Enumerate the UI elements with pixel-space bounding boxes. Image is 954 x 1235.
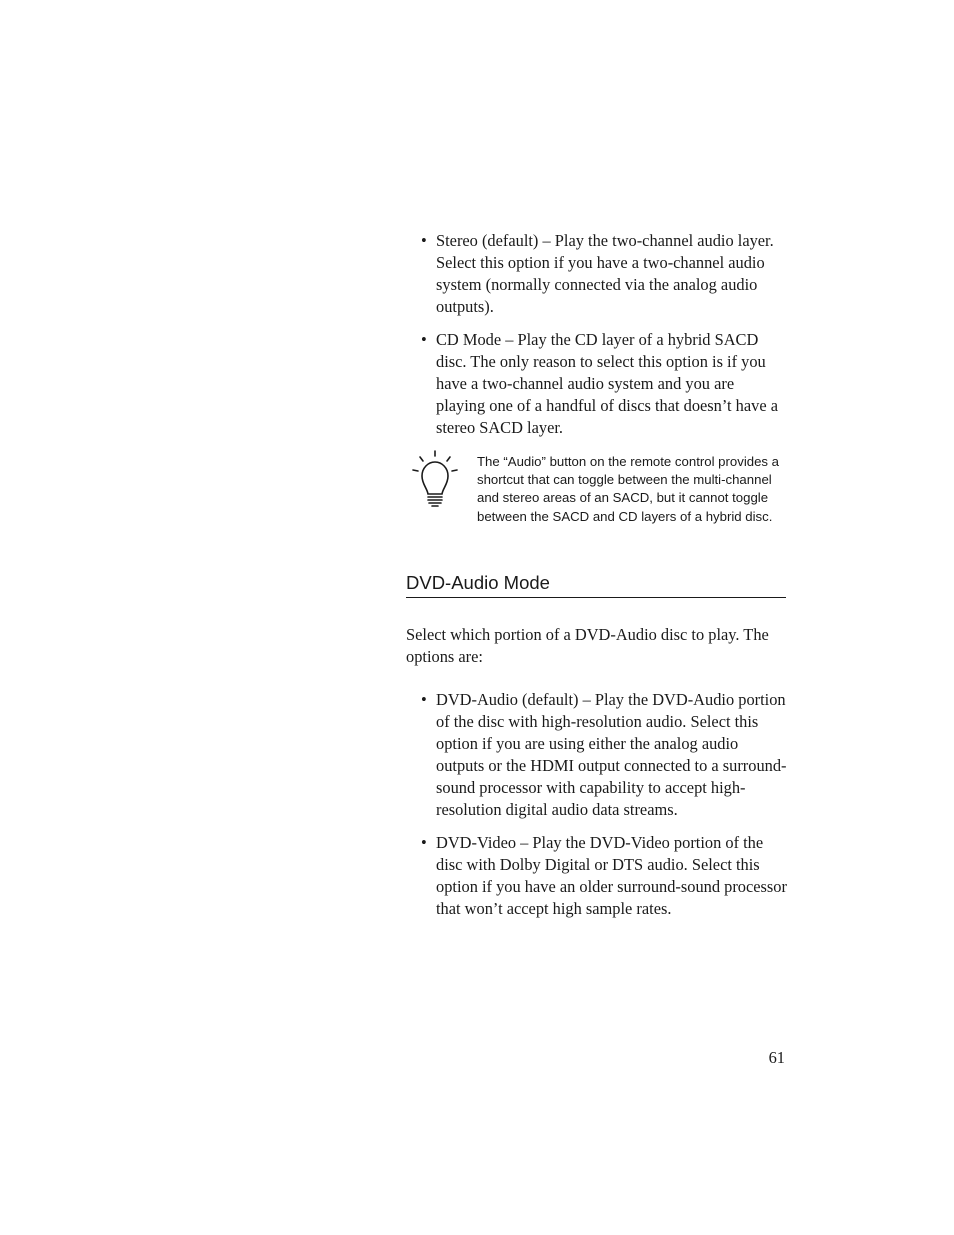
list-item [407,689,787,821]
lightbulb-icon [410,450,460,510]
bullet-marker: • [421,231,427,250]
page-number: 61 [768,1048,785,1067]
tip-text: The “Audio” button on the remote control provides a shortcut that can toggle between the multi-channel and stereo areas of an SACD, but it cannot toggle between the SACD and CD layers of a hybrid disc. [477,454,780,524]
list-item-text: CD Mode – Play the CD layer of a hybrid SACD disc. The only reason to select this option is if you have a two-channel audio system and you are playing one of a handful of discs that doesn’t have a stereo SACD layer. [436,330,778,437]
list-item [407,832,787,920]
bullet-marker: • [421,833,427,852]
section-intro: Select which portion of a DVD-Audio disc to play. The options are: [406,625,769,666]
section-heading: DVD-Audio Mode [406,571,786,598]
list-item-text: Stereo (default) – Play the two-channel audio layer. Select this option if you have a two-channel audio system (normally connected via the analog audio outputs). [436,231,774,316]
list-item [407,329,787,439]
list-item-text: DVD-Audio (default) – Play the DVD-Audio portion of the disc with high-resolution audio. Select this option if you are using either the analog audio outputs or the HDMI output connected to a surround-sound processor with capability to accept high-resolution digital audio data streams. [436,690,787,819]
list-item-text: DVD-Video – Play the DVD-Video portion of the disc with Dolby Digital or DTS audio. Select this option if you have an older surround-sound processor that won’t accept high sample rates. [436,833,787,918]
list-item [407,230,787,318]
bullet-marker: • [421,690,427,709]
section-bullet-list [407,689,787,931]
bullet-marker: • [421,330,427,349]
top-bullet-list [407,230,787,450]
